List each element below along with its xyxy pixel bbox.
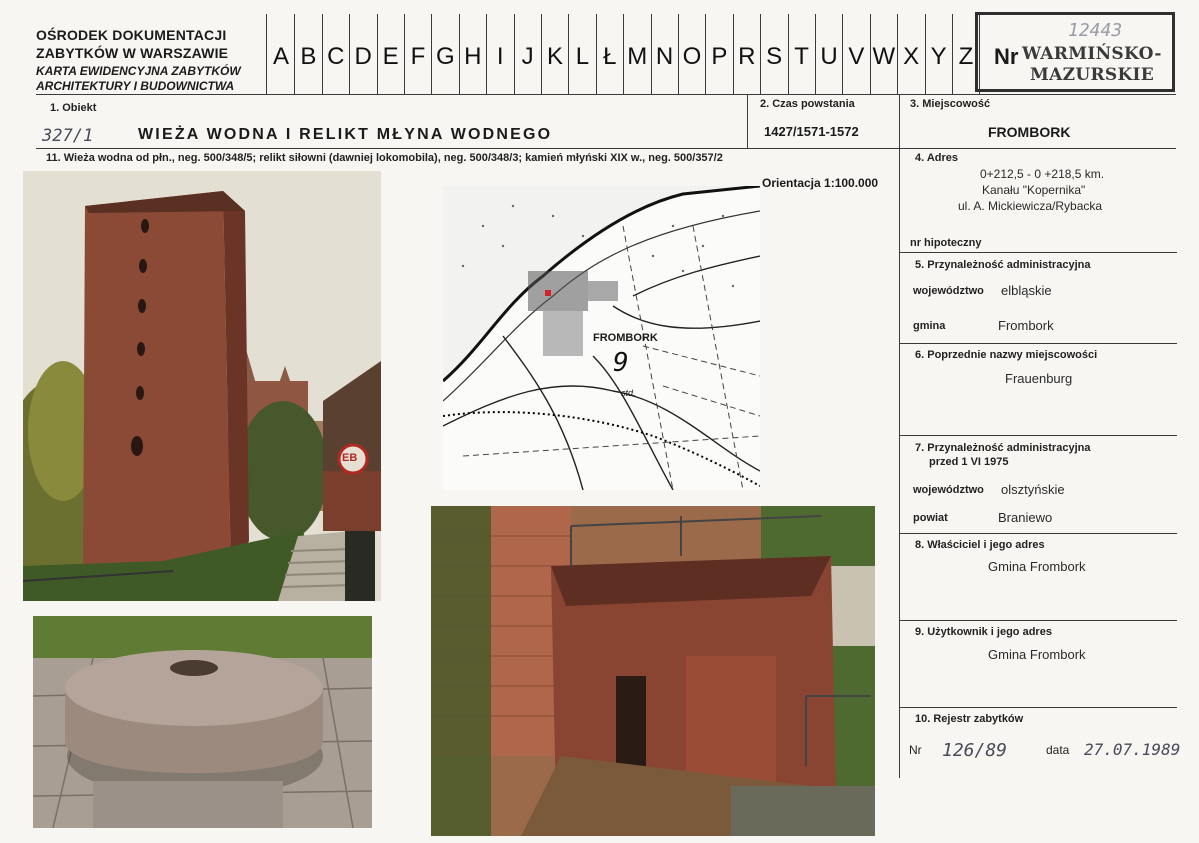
letter-index-item: D: [354, 43, 372, 70]
object-title: WIEŻA WODNA I RELIKT MŁYNA WODNEGO: [138, 126, 553, 143]
address-line1: 0+212,5 - 0 +218,5 km.: [980, 167, 1105, 181]
letter-index-item: M: [627, 43, 648, 70]
institution-name-line1: OŚRODEK DOKUMENTACJI: [36, 27, 227, 43]
letter-index-item: F: [410, 43, 426, 70]
creation-date-label: 2. Czas powstania: [760, 98, 855, 110]
letter-index-item: G: [436, 43, 455, 70]
photo-mill-relic: [431, 506, 875, 836]
letter-index-item: X: [903, 43, 920, 70]
admin-commune-value: Frombork: [998, 318, 1054, 333]
letter-index-item: L: [575, 43, 590, 70]
admin-voivodeship-label: województwo: [913, 285, 984, 297]
admin-before-voivodeship-label: województwo: [913, 484, 984, 496]
register-date-label: data: [1046, 743, 1070, 757]
letter-index-item: S: [766, 43, 783, 70]
letter-index-item: Y: [930, 43, 947, 70]
letter-index-item: H: [464, 43, 482, 70]
photo-caption: 11. Wieża wodna od płn., neg. 500/348/5; relikt siłowni (dawniej lokomobila), neg. 500/348/3; kamień młyński XIX w., neg. 500/357/2: [46, 152, 723, 164]
user-value: Gmina Frombork: [988, 647, 1086, 662]
admin-before-label-line2: przed 1 VI 1975: [929, 456, 1009, 468]
register-date-value: 27.07.1989: [1084, 740, 1181, 759]
previous-names-label: 6. Poprzednie nazwy miejscowości: [915, 349, 1098, 361]
nr-handwritten: 12443: [1068, 20, 1123, 41]
admin-commune-label: gmina: [913, 320, 946, 332]
letter-index-item: A: [272, 43, 289, 70]
locality-label: 3. Miejscowość: [910, 98, 991, 110]
letter-index-item: W: [872, 43, 896, 70]
register-nr-value: 126/89: [942, 740, 1008, 761]
admin-before-voivodeship-value: olsztyńskie: [1001, 482, 1065, 497]
letter-index-item: B: [300, 43, 317, 70]
nr-stamp-line1: WARMIŃSKO-: [1022, 44, 1162, 64]
admin-before-district-label: powiat: [913, 512, 948, 524]
letter-index-item: E: [382, 43, 399, 70]
address-label: 4. Adres: [915, 152, 959, 164]
nr-stamp-line2: MAZURSKIE: [1030, 65, 1155, 85]
letter-index-item: O: [682, 43, 702, 70]
creation-date-value: 1427/1571-1572: [764, 124, 859, 139]
object-number: 327/1: [42, 126, 94, 146]
location-map: [443, 186, 760, 490]
admin-voivodeship-value: elbląskie: [1001, 283, 1052, 298]
admin-before-label-line1: 7. Przynależność administracyjna: [915, 442, 1091, 454]
map-std-label: std.: [621, 388, 636, 398]
register-nr-label: Nr: [909, 743, 922, 757]
object-label: 1. Obiekt: [50, 102, 97, 114]
admin-label: 5. Przynależność administracyjna: [915, 259, 1091, 271]
map-orientation: Orientacja 1:100.000: [762, 176, 879, 190]
letter-index-item: R: [738, 43, 756, 70]
card-type-line1: KARTA EWIDENCYJNA ZABYTKÓW: [36, 64, 241, 78]
address-line3: ul. A. Mickiewicza/Rybacka: [958, 199, 1103, 213]
letter-index-item: I: [496, 43, 504, 70]
admin-before-district-value: Braniewo: [998, 510, 1053, 525]
photo-water-tower: [23, 171, 381, 601]
letter-index-item: T: [794, 43, 809, 70]
register-label: 10. Rejestr zabytków: [915, 713, 1024, 725]
letter-index-item: V: [848, 43, 865, 70]
owner-value: Gmina Frombork: [988, 559, 1086, 574]
letter-index-item: Ł: [603, 43, 617, 70]
photo-millstone: [33, 616, 372, 828]
nr-label: Nr: [994, 44, 1019, 69]
user-label: 9. Użytkownik i jego adres: [915, 626, 1052, 638]
previous-names-value: Frauenburg: [1005, 371, 1073, 386]
address-line2: Kanału "Kopernika": [982, 183, 1086, 197]
letter-index-item: C: [327, 43, 345, 70]
sign-text: EB: [342, 452, 358, 464]
owner-label: 8. Właściciel i jego adres: [915, 539, 1045, 551]
map-handwritten-mark: 9: [613, 348, 629, 378]
map-town-label: FROMBORK: [593, 332, 658, 344]
letter-index-item: P: [711, 43, 728, 70]
letter-index-item: J: [521, 43, 534, 70]
letter-index-item: K: [546, 43, 563, 70]
letter-index-item: N: [655, 43, 674, 70]
institution-name-line2: ZABYTKÓW W WARSZAWIE: [36, 45, 229, 61]
card-type-line2: ARCHITEKTURY I BUDOWNICTWA: [36, 79, 235, 93]
mortgage-label: nr hipoteczny: [910, 237, 982, 249]
letter-index-item: Z: [958, 43, 974, 70]
locality-value: FROMBORK: [988, 124, 1071, 140]
letter-index-item: U: [820, 43, 838, 70]
